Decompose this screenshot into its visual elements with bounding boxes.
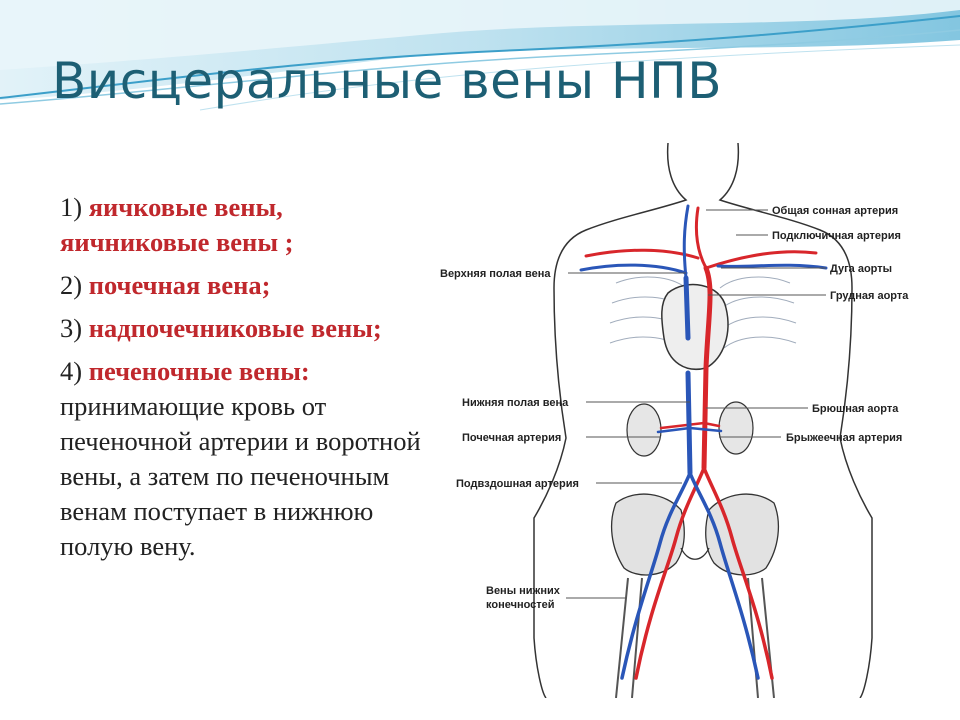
- label-aortic-arch: Дуга аорты: [830, 263, 893, 275]
- circulatory-system-diagram: [436, 138, 952, 698]
- left-femur: [616, 578, 642, 698]
- label-lower-limb-veins-line1: Вены нижних: [486, 585, 560, 597]
- label-thoracic-aorta: Грудная аорта: [830, 290, 909, 302]
- label-mesenteric-artery: Брыжеечная артерия: [786, 432, 903, 444]
- label-iliac-artery: Подвздошная артерия: [456, 478, 579, 490]
- label-leaders: [566, 210, 826, 598]
- list-item: 2) почечная вена;: [60, 270, 271, 300]
- label-inferior-vena-cava: Нижняя полая вена: [462, 397, 569, 409]
- heart: [662, 285, 728, 370]
- left-kidney: [627, 404, 661, 456]
- arteries: [586, 208, 816, 678]
- list-item: 3) надпочечниковые вены;: [60, 313, 382, 343]
- pelvis: [612, 494, 779, 575]
- body-text: [60, 190, 435, 572]
- label-subclavian-artery: Подключичная артерия: [772, 230, 901, 242]
- right-kidney: [719, 402, 753, 454]
- label-lower-limb-veins-line2: конечностей: [486, 599, 555, 611]
- label-superior-vena-cava: Верхняя полая вена: [440, 268, 551, 280]
- label-renal-artery: Почечная артерия: [462, 432, 562, 444]
- label-common-carotid-artery: Общая сонная артерия: [772, 205, 899, 217]
- slide-title: Висцеральные вены НПВ: [52, 52, 722, 110]
- list-item: 4) печеночные вены: принимающие кровь от печеночной артерии и воротной вены, а затем по печеночным венам поступает в нижнюю полую вену.: [60, 356, 421, 561]
- label-abdominal-aorta: Брюшная аорта: [812, 403, 899, 415]
- list-item: 1) яичковые вены, яичниковые вены ;: [60, 192, 294, 257]
